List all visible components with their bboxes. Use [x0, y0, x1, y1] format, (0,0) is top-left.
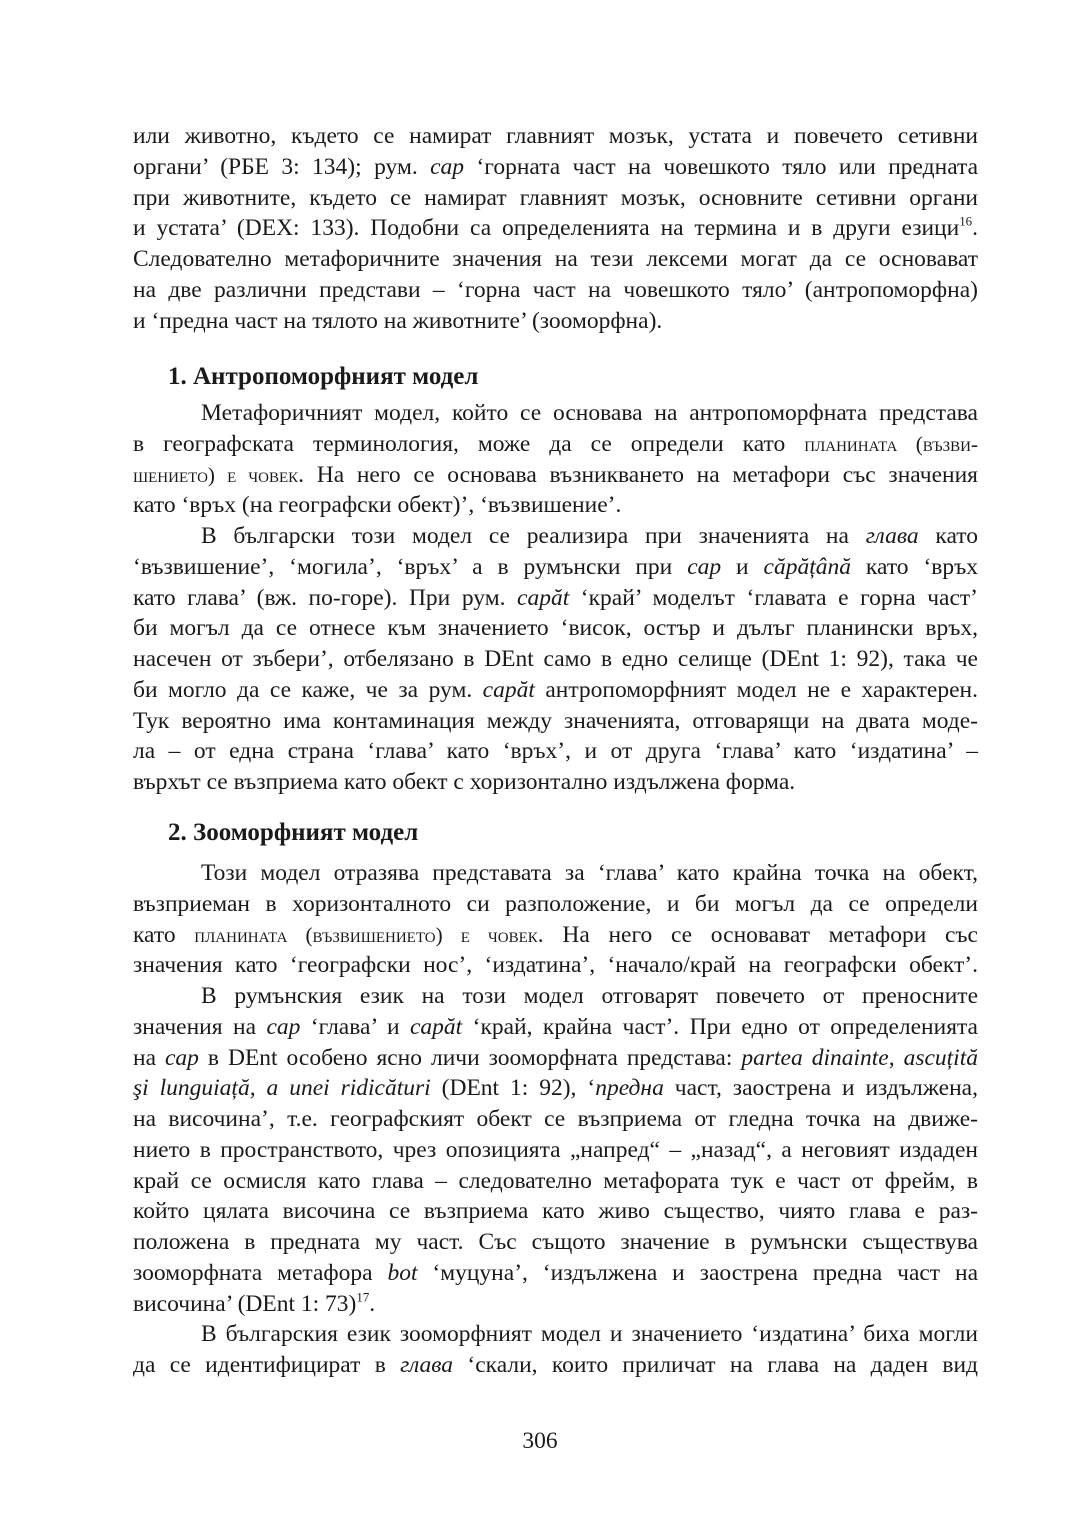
text-run: положена в предната му част. Със същото значение в румънски съществува: [133, 1229, 978, 1255]
text-run: нието в пространството, чрез опозицията „напред“ – „назад“, а неговият издаден: [133, 1136, 978, 1163]
text-run: cap: [430, 153, 465, 180]
text-line: [133, 490, 978, 521]
text-run: В българския език зооморфният модел и значението ‘издатина’ биха могли: [201, 1321, 978, 1348]
text-line: [133, 306, 978, 337]
text-run: (DEnt 1: 92), ‘: [430, 1075, 596, 1102]
text-run: В румънския език на този модел отговарят повечето от преносните: [201, 983, 978, 1009]
text-run: планината (възви-: [804, 431, 978, 456]
text-line: [133, 1196, 978, 1227]
text-run: и: [721, 553, 764, 580]
text-run: в DEnt особено ясно личи зооморфната представа:: [198, 1044, 742, 1071]
text-line: [133, 1012, 978, 1043]
text-run: значения като ‘географски нос’, ‘издатина’, ‘начало/край на географски обект’.: [133, 952, 978, 979]
text-run: част, заострена и издължена,: [663, 1075, 978, 1102]
text-line: [133, 429, 978, 460]
text-line: [133, 1319, 978, 1350]
text-run: като: [133, 921, 195, 948]
text-line: [133, 1289, 978, 1320]
section-1-body: [133, 398, 978, 798]
text-line: [133, 950, 978, 981]
text-run: . На него се основава възникването на метафори със значения: [298, 461, 978, 488]
text-run: в географската терминология, може да се определи като: [133, 430, 805, 457]
text-run: би могъл да се отнесе към значението ‘висок, остър и дълъг планински връх,: [133, 615, 978, 642]
text-run: на две различни представи – ‘горна част на човешкото тяло’ (антропоморфна): [133, 276, 978, 303]
text-line: [133, 1258, 978, 1289]
text-run: върхът се възприема като обект с хоризонтално издължена форма.: [133, 769, 796, 795]
text-run: ‘край, крайна част’. При едно от определенията: [462, 1013, 978, 1040]
text-run: .: [369, 1290, 376, 1317]
text-run: значения на: [133, 1013, 267, 1040]
text-line: [133, 460, 978, 491]
text-run: при животните, където се намират главният мозък, основните сетивни органи: [133, 184, 978, 211]
section-heading-2: 2. Зооморфният модел: [168, 819, 419, 846]
text-line: [133, 583, 978, 614]
text-run: ‘глава’ и: [300, 1013, 410, 1040]
text-line: [133, 1135, 978, 1166]
text-run: и ‘предна част на тялото на животните’ (зооморфна).: [133, 307, 663, 334]
text-run: като: [918, 523, 978, 549]
text-line: [133, 244, 978, 275]
text-run: височина’ (DEnt 1: 73): [133, 1290, 357, 1317]
text-run: . На него се основават метафори със: [537, 921, 978, 948]
text-run: планината (възвишението) е човек: [194, 922, 538, 947]
text-run: като ‘връх: [851, 553, 979, 580]
text-run: Тук вероятно има контаминация между значенията, отговарящи на двата моде-: [133, 707, 978, 734]
text-run: capăt: [409, 1013, 463, 1040]
text-run: .: [972, 215, 978, 242]
text-line: [133, 1104, 978, 1135]
text-run: cap: [266, 1013, 301, 1040]
text-line: [133, 213, 978, 244]
text-run: или животно, където се намират главният мозък, устата и повечето сетивни: [133, 123, 978, 149]
text-run: Метафоричният модел, който се основава на антропоморфната представа: [201, 400, 978, 426]
text-run: шението) е човек: [133, 462, 299, 487]
text-run: ла – от една страна ‘глава’ като ‘връх’, и от друга ‘глава’ като ‘издатина’ –: [133, 738, 978, 765]
text-line: [133, 1227, 978, 1258]
footnote-ref: 17: [356, 1288, 370, 1304]
text-line: [133, 1043, 978, 1074]
text-line: [133, 981, 978, 1012]
text-line: [133, 675, 978, 706]
text-run: capăt: [517, 584, 570, 611]
text-run: ‘край’ моделът ‘главата е горна част’: [569, 584, 978, 611]
text-run: като глава’ (вж. по-горе). При рум.: [133, 584, 518, 611]
text-line: [133, 644, 978, 675]
text-line: [133, 920, 978, 951]
text-run: на: [133, 1044, 165, 1071]
text-run: зооморфната метафора: [133, 1259, 388, 1286]
text-line: [133, 121, 978, 152]
text-line: [133, 613, 978, 644]
text-run: ‘скали, които приличат на глава на даден вид: [453, 1352, 978, 1378]
text-run: насечен от зъбери’, отбелязано в DEnt само в едно селище (DEnt 1: 92), така че: [133, 646, 978, 672]
footnote-ref: 16: [959, 213, 973, 229]
text-line: [133, 183, 978, 214]
text-run: cap: [687, 553, 722, 580]
text-run: cap: [164, 1044, 199, 1071]
text-run: şi lunguiață, a unei ridicături: [133, 1075, 431, 1102]
page-number: 306: [522, 1428, 558, 1454]
text-run: глава: [865, 523, 919, 549]
text-run: като ‘връх (на географски обект)’, ‘възвишение’.: [133, 492, 622, 519]
text-run: глава: [400, 1352, 454, 1378]
section-heading-1: 1. Антропоморфният модел: [168, 363, 479, 390]
text-run: на височина’, т.е. географският обект се възприема от гледна точка на движе-: [133, 1106, 978, 1132]
text-run: антропоморфният модел не е характерен.: [534, 676, 978, 703]
text-line: [133, 152, 978, 183]
text-run: ‘горната част на човешкото тяло или предната: [464, 153, 979, 180]
text-line: [133, 552, 978, 583]
text-run: Този модел отразява представата за ‘глава’ като крайна точка на обект,: [201, 860, 978, 886]
text-line: [133, 767, 978, 798]
paragraph-intro: [133, 121, 978, 336]
text-run: capăt: [482, 676, 535, 703]
text-run: да се идентифицират в: [133, 1352, 401, 1378]
text-line: [133, 858, 978, 889]
text-run: В български този модел се реализира при значенията на: [201, 523, 866, 549]
text-line: [133, 1166, 978, 1197]
text-run: partea dinainte, ascuțită: [741, 1044, 978, 1071]
text-run: ‘възвишение’, ‘могила’, ‘връх’ а в румънски при: [133, 553, 688, 580]
text-run: предна: [595, 1075, 664, 1102]
text-run: край се осмисля като глава – следователно метафората тук е част от фрейм, в: [133, 1167, 978, 1194]
text-run: възприеман в хоризонталното си разположение, и би могъл да се определи: [133, 890, 978, 917]
text-line: [133, 275, 978, 306]
text-line: [133, 889, 978, 920]
text-run: Следователно метафоричните значения на тези лексеми могат да се основават: [133, 246, 978, 272]
text-run: căpățână: [763, 553, 852, 580]
text-line: [133, 736, 978, 767]
text-line: [133, 1350, 978, 1381]
text-run: bot: [387, 1259, 418, 1286]
text-line: [133, 398, 978, 429]
text-run: който цялата височина се възприема като живо същество, чиято глава е раз-: [133, 1198, 978, 1225]
text-run: и устата’ (DEX: 133). Подобни са определенията на термина и в други езици: [133, 215, 960, 242]
text-run: би могло да се каже, че за рум.: [133, 676, 483, 703]
section-2-body: [133, 858, 978, 1381]
text-line: [133, 706, 978, 737]
text-line: [133, 521, 978, 552]
text-line: [133, 1073, 978, 1104]
text-run: органи’ (РБЕ 3: 134); рум.: [133, 153, 431, 180]
text-run: ‘муцуна’, ‘издължена и заострена предна част на: [417, 1259, 978, 1286]
